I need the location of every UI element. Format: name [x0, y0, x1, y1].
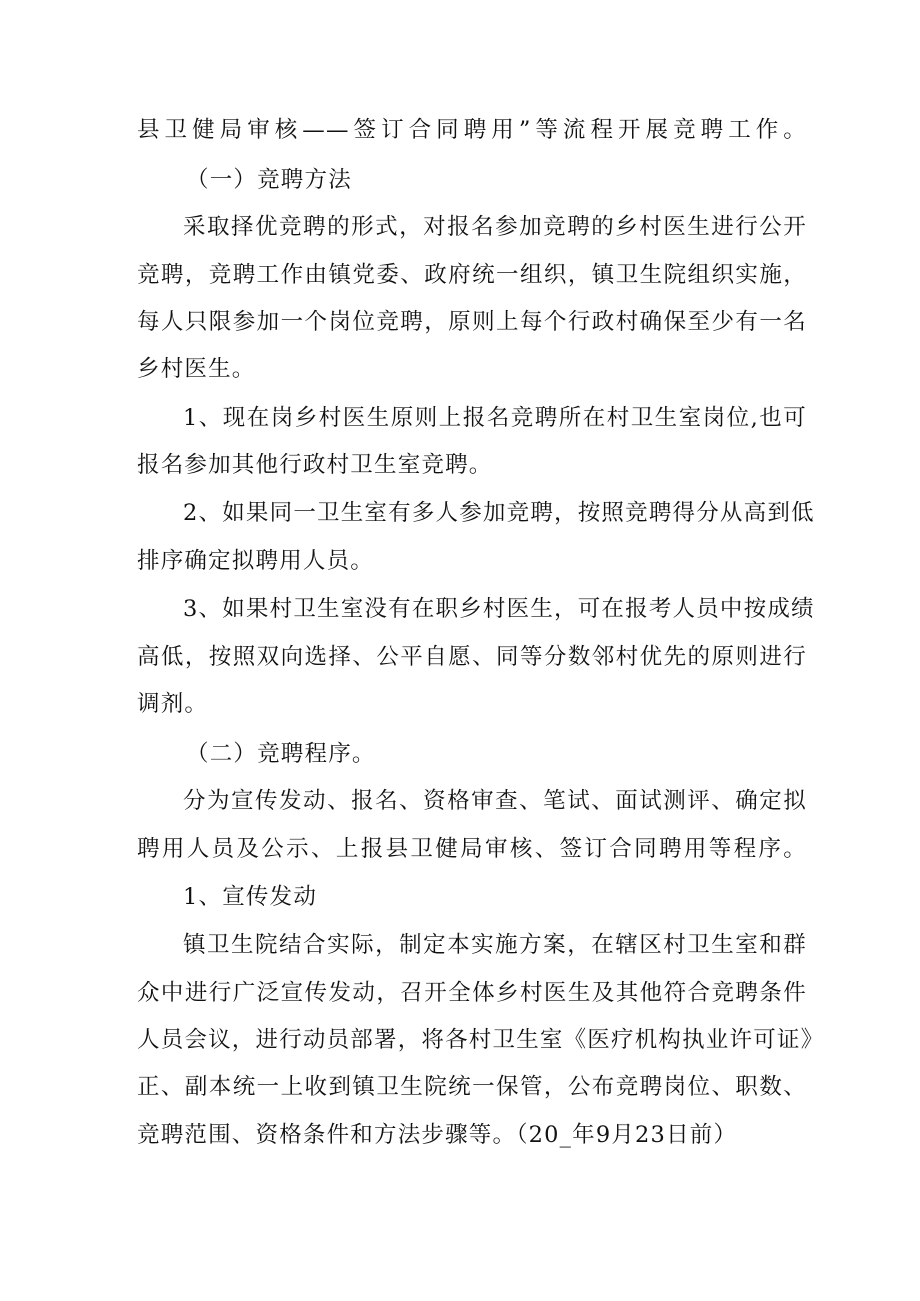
- text-line: 排序确定拟聘用人员。: [137, 548, 375, 574]
- subsection-heading: 1、宣传发动: [183, 884, 318, 910]
- text-line: 竞聘范围、资格条件和方法步骤等。（20_年9月23日前）: [137, 1122, 738, 1148]
- section-heading: （二）竞聘程序。: [186, 741, 376, 767]
- text-line: 每人只限参加一个岗位竞聘，原则上每个行政村确保至少有一名: [137, 309, 807, 335]
- text-line: 调剂。: [137, 691, 209, 717]
- text-line: 聘用人员及公示、上报县卫健局审核、签订合同聘用等程序。: [137, 836, 807, 862]
- text-line: 众中进行广泛宣传发动，召开全体乡村医生及其他符合竞聘条件: [137, 980, 807, 1006]
- text-line: 高低，按照双向选择、公平自愿、同等分数邻村优先的原则进行: [137, 644, 807, 670]
- section-heading: （一）竞聘方法: [186, 167, 352, 193]
- text-line: 2、如果同一卫生室有多人参加竞聘，按照竞聘得分从高到低: [183, 500, 815, 526]
- text-line: 报名参加其他行政村卫生室竞聘。: [137, 452, 493, 478]
- text-line: 正、副本统一上收到镇卫生院统一保管，公布竞聘岗位、职数、: [137, 1074, 807, 1100]
- text-line: 竞聘，竞聘工作由镇党委、政府统一组织，镇卫生院组织实施，: [137, 262, 807, 288]
- text-line: 1、现在岗乡村医生原则上报名竞聘所在村卫生室岗位,也可: [183, 405, 807, 431]
- text-line: 县卫健局审核——签订合同聘用”等流程开展竞聘工作。: [137, 117, 807, 143]
- text-line: 采取择优竞聘的形式，对报名参加竞聘的乡村医生进行公开: [183, 214, 807, 240]
- text-line: 3、如果村卫生室没有在职乡村医生，可在报考人员中按成绩: [183, 596, 815, 622]
- text-line: 镇卫生院结合实际，制定本实施方案，在辖区村卫生室和群: [183, 932, 807, 958]
- text-line: 分为宣传发动、报名、资格审查、笔试、面试测评、确定拟: [183, 788, 807, 814]
- text-line: 乡村医生。: [137, 356, 256, 382]
- text-line: 人员会议，进行动员部署，将各村卫生室《医疗机构执业许可证》: [137, 1027, 825, 1053]
